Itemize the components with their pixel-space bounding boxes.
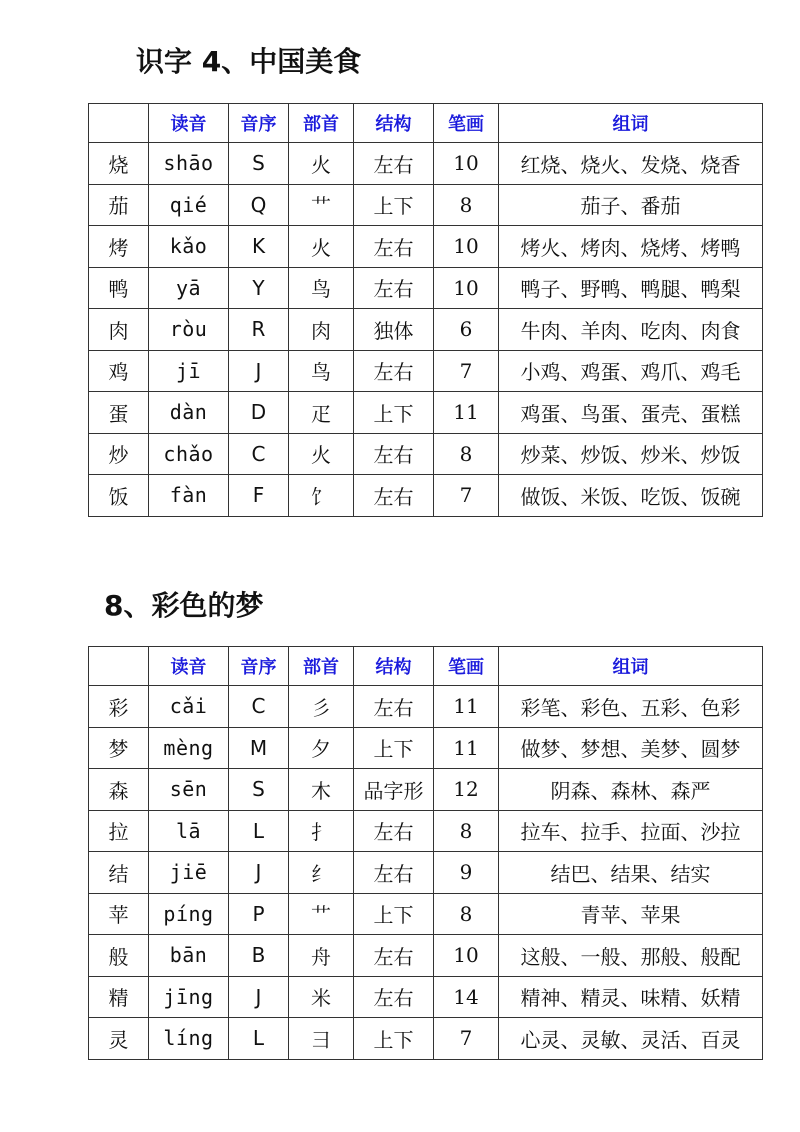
header-pronunciation: 读音 [149, 104, 229, 143]
cell-strokes: 8 [434, 810, 499, 852]
cell-character: 梦 [89, 727, 149, 769]
header-strokes: 笔画 [434, 104, 499, 143]
table-row [89, 267, 763, 309]
cell-words: 做饭、米饭、吃饭、饭碗 [499, 475, 763, 517]
cell-character: 炒 [89, 433, 149, 475]
header-words: 组词 [499, 104, 763, 143]
cell-pinyin: mèng [149, 727, 229, 769]
cell-initial: P [229, 893, 289, 935]
cell-strokes: 11 [434, 392, 499, 434]
section-title-colorful-dream: 8、彩色的梦 [104, 589, 264, 622]
cell-structure: 上下 [354, 893, 434, 935]
cell-strokes: 9 [434, 852, 499, 894]
table-header-row [89, 104, 763, 143]
table-row [89, 893, 763, 935]
cell-words: 茄子、番茄 [499, 184, 763, 226]
cell-initial: B [229, 935, 289, 977]
cell-strokes: 6 [434, 309, 499, 351]
header-strokes: 笔画 [434, 647, 499, 686]
cell-strokes: 10 [434, 267, 499, 309]
cell-strokes: 11 [434, 686, 499, 728]
cell-character: 灵 [89, 1018, 149, 1060]
cell-radical: 艹 [289, 893, 354, 935]
cell-strokes: 7 [434, 350, 499, 392]
table-row [89, 810, 763, 852]
cell-radical: 饣 [289, 475, 354, 517]
cell-strokes: 10 [434, 143, 499, 185]
cell-initial: S [229, 143, 289, 185]
header-structure: 结构 [354, 647, 434, 686]
cell-character: 烤 [89, 226, 149, 268]
cell-radical: 彐 [289, 1018, 354, 1060]
cell-words: 红烧、烧火、发烧、烧香 [499, 143, 763, 185]
cell-character: 精 [89, 976, 149, 1018]
header-radical: 部首 [289, 647, 354, 686]
cell-character: 茄 [89, 184, 149, 226]
cell-radical: 舟 [289, 935, 354, 977]
table-row [89, 184, 763, 226]
cell-radical: 火 [289, 143, 354, 185]
cell-structure: 左右 [354, 267, 434, 309]
cell-radical: 肉 [289, 309, 354, 351]
cell-strokes: 11 [434, 727, 499, 769]
cell-pinyin: fàn [149, 475, 229, 517]
cell-initial: F [229, 475, 289, 517]
table-row [89, 935, 763, 977]
cell-strokes: 14 [434, 976, 499, 1018]
cell-words: 牛肉、羊肉、吃肉、肉食 [499, 309, 763, 351]
cell-words: 烤火、烤肉、烧烤、烤鸭 [499, 226, 763, 268]
cell-initial: L [229, 810, 289, 852]
cell-character: 森 [89, 769, 149, 811]
cell-character: 彩 [89, 686, 149, 728]
cell-words: 精神、精灵、味精、妖精 [499, 976, 763, 1018]
cell-structure: 左右 [354, 226, 434, 268]
cell-words: 青苹、苹果 [499, 893, 763, 935]
cell-strokes: 10 [434, 935, 499, 977]
cell-structure: 左右 [354, 810, 434, 852]
cell-character: 般 [89, 935, 149, 977]
cell-pinyin: cǎi [149, 686, 229, 728]
cell-character: 鸭 [89, 267, 149, 309]
cell-radical: 木 [289, 769, 354, 811]
cell-words: 鸡蛋、鸟蛋、蛋壳、蛋糕 [499, 392, 763, 434]
table-row [89, 392, 763, 434]
cell-character: 肉 [89, 309, 149, 351]
cell-pinyin: dàn [149, 392, 229, 434]
cell-initial: M [229, 727, 289, 769]
cell-initial: R [229, 309, 289, 351]
table-row [89, 309, 763, 351]
header-initial: 音序 [229, 104, 289, 143]
table-row [89, 769, 763, 811]
cell-pinyin: jīng [149, 976, 229, 1018]
cell-structure: 左右 [354, 935, 434, 977]
header-blank [89, 647, 149, 686]
header-pronunciation: 读音 [149, 647, 229, 686]
cell-pinyin: shāo [149, 143, 229, 185]
cell-words: 这般、一般、那般、般配 [499, 935, 763, 977]
cell-radical: 彡 [289, 686, 354, 728]
cell-pinyin: qié [149, 184, 229, 226]
cell-pinyin: píng [149, 893, 229, 935]
cell-strokes: 8 [434, 433, 499, 475]
section-title-food: 识字 4、中国美食 [136, 45, 362, 78]
cell-character: 苹 [89, 893, 149, 935]
cell-structure: 左右 [354, 475, 434, 517]
cell-pinyin: lā [149, 810, 229, 852]
cell-initial: D [229, 392, 289, 434]
cell-initial: Y [229, 267, 289, 309]
cell-strokes: 8 [434, 184, 499, 226]
cell-pinyin: chǎo [149, 433, 229, 475]
cell-words: 做梦、梦想、美梦、圆梦 [499, 727, 763, 769]
header-radical: 部首 [289, 104, 354, 143]
cell-radical: 米 [289, 976, 354, 1018]
cell-words: 小鸡、鸡蛋、鸡爪、鸡毛 [499, 350, 763, 392]
cell-structure: 左右 [354, 433, 434, 475]
cell-strokes: 10 [434, 226, 499, 268]
cell-initial: L [229, 1018, 289, 1060]
cell-structure: 上下 [354, 1018, 434, 1060]
table-row [89, 686, 763, 728]
cell-structure: 左右 [354, 852, 434, 894]
table-row [89, 226, 763, 268]
cell-initial: J [229, 350, 289, 392]
cell-character: 拉 [89, 810, 149, 852]
table-row [89, 1018, 763, 1060]
cell-pinyin: jī [149, 350, 229, 392]
cell-pinyin: ròu [149, 309, 229, 351]
cell-radical: 夕 [289, 727, 354, 769]
cell-structure: 左右 [354, 686, 434, 728]
cell-initial: J [229, 852, 289, 894]
cell-structure: 上下 [354, 727, 434, 769]
table-header-row [89, 647, 763, 686]
cell-initial: J [229, 976, 289, 1018]
cell-structure: 上下 [354, 184, 434, 226]
table-row [89, 727, 763, 769]
cell-strokes: 8 [434, 893, 499, 935]
cell-words: 结巴、结果、结实 [499, 852, 763, 894]
cell-character: 饭 [89, 475, 149, 517]
cell-pinyin: yā [149, 267, 229, 309]
cell-radical: 艹 [289, 184, 354, 226]
cell-strokes: 12 [434, 769, 499, 811]
cell-structure: 左右 [354, 976, 434, 1018]
header-structure: 结构 [354, 104, 434, 143]
cell-character: 蛋 [89, 392, 149, 434]
table-row [89, 143, 763, 185]
cell-pinyin: sēn [149, 769, 229, 811]
cell-initial: C [229, 686, 289, 728]
cell-pinyin: bān [149, 935, 229, 977]
cell-initial: Q [229, 184, 289, 226]
cell-radical: 鸟 [289, 267, 354, 309]
cell-strokes: 7 [434, 1018, 499, 1060]
header-words: 组词 [499, 647, 763, 686]
cell-radical: 鸟 [289, 350, 354, 392]
cell-radical: 疋 [289, 392, 354, 434]
cell-initial: K [229, 226, 289, 268]
cell-character: 鸡 [89, 350, 149, 392]
header-initial: 音序 [229, 647, 289, 686]
character-table-colorful-dream [88, 646, 763, 1060]
cell-words: 炒菜、炒饭、炒米、炒饭 [499, 433, 763, 475]
table-row [89, 976, 763, 1018]
cell-structure: 独体 [354, 309, 434, 351]
cell-initial: S [229, 769, 289, 811]
cell-structure: 上下 [354, 392, 434, 434]
cell-radical: 火 [289, 433, 354, 475]
cell-character: 结 [89, 852, 149, 894]
cell-initial: C [229, 433, 289, 475]
table-row [89, 433, 763, 475]
table-row [89, 475, 763, 517]
cell-structure: 左右 [354, 143, 434, 185]
cell-pinyin: líng [149, 1018, 229, 1060]
cell-pinyin: jiē [149, 852, 229, 894]
cell-words: 彩笔、彩色、五彩、色彩 [499, 686, 763, 728]
cell-character: 烧 [89, 143, 149, 185]
cell-radical: 扌 [289, 810, 354, 852]
character-table-food [88, 103, 763, 517]
cell-strokes: 7 [434, 475, 499, 517]
cell-radical: 纟 [289, 852, 354, 894]
cell-pinyin: kǎo [149, 226, 229, 268]
table-row [89, 350, 763, 392]
cell-structure: 品字形 [354, 769, 434, 811]
table-row [89, 852, 763, 894]
header-blank [89, 104, 149, 143]
cell-words: 鸭子、野鸭、鸭腿、鸭梨 [499, 267, 763, 309]
cell-words: 心灵、灵敏、灵活、百灵 [499, 1018, 763, 1060]
cell-radical: 火 [289, 226, 354, 268]
cell-structure: 左右 [354, 350, 434, 392]
cell-words: 拉车、拉手、拉面、沙拉 [499, 810, 763, 852]
cell-words: 阴森、森林、森严 [499, 769, 763, 811]
